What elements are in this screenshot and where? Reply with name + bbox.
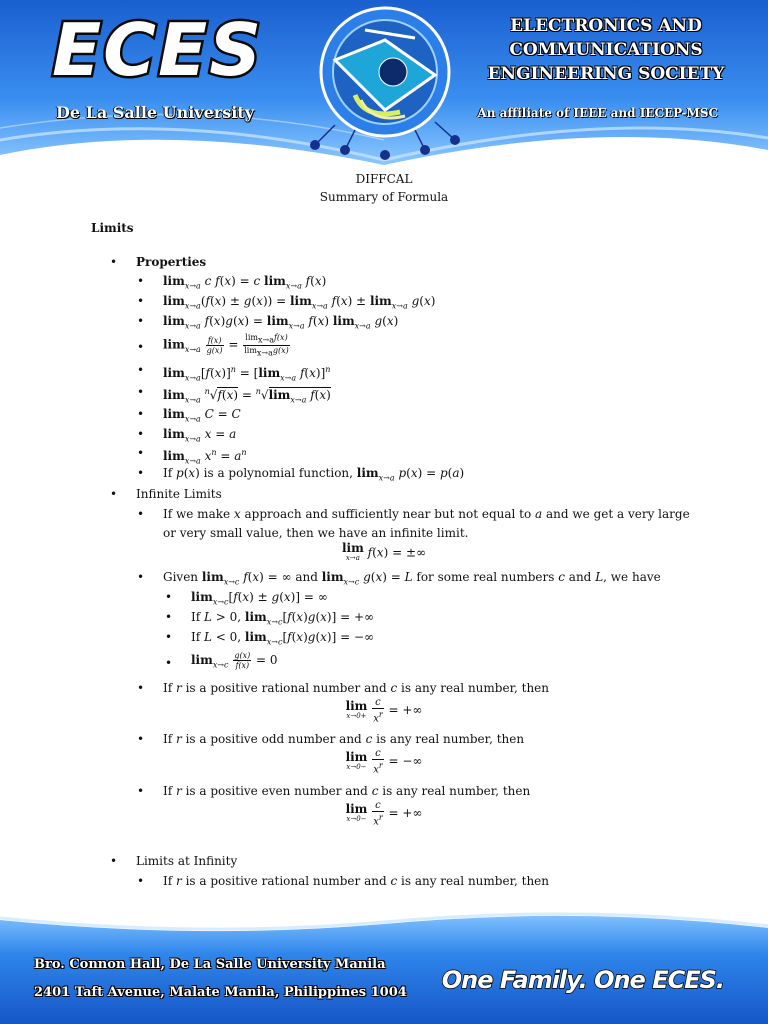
- at-infinity-rational-item: • If r is a positive rational number and c is any real number, then: [137, 874, 549, 888]
- infinite-limits-label: Infinite Limits: [136, 487, 222, 501]
- property-root: • $\lim_{x\to a} ^n√f(x) = ^n√\lim_{x\to a}$ f(x): [137, 385, 331, 405]
- document-subtitle: Summary of Formula: [319, 190, 449, 204]
- limits-at-infinity-label: Limits at Infinity: [136, 854, 238, 868]
- university-name: De La Salle University: [56, 103, 254, 122]
- given-sub-quotient: • $\lim_{x\to c}$ $\frac{g(x)}{f(x)}$ = 0: [165, 651, 278, 670]
- page-header: [0, 0, 768, 170]
- society-emblem: [305, 0, 465, 165]
- infinite-limit-equation: lim x→a f(x) = ±∞: [342, 541, 426, 562]
- odd-item: • If r is a positive odd number and c is any real number, then: [137, 732, 525, 746]
- property-power: • $\lim_{x\to a}[f(x)]^n = [\lim_{x\to a}$ f(x)]$^n$: [137, 363, 331, 383]
- section-properties: • Properties: [110, 255, 207, 269]
- property-identity: • $\lim_{x\to a} x = a$: [137, 427, 237, 444]
- society-line-2: COMMUNICATIONS: [509, 40, 703, 60]
- infinite-approach-item: • If we make x approach and sufficiently near but not equal to a and we get a very large: [137, 507, 690, 521]
- given-sub-positive: • If L > 0, $\lim_{x\to c}[f(x)g(x)]$ = +∞: [165, 610, 375, 627]
- even-limit-equation: lim x→0− $\frac{c}{x^r}$ = +∞: [345, 800, 423, 828]
- property-product: • $\lim_{x\to a} f(x)g(x) = \lim_{x\to a} f(x)$ $\lim_{x\to a} g(x)$: [137, 314, 399, 331]
- properties-label: Properties: [136, 255, 207, 269]
- given-sub-sum: • $\lim_{x\to c}[f(x) \pm g(x)]$ = ∞: [165, 590, 328, 607]
- property-polynomial: • If p(x) is a polynomial function, $\lim_{x\to a} p(x) = p(a)$: [137, 466, 465, 483]
- property-constant-multiple: • $\lim_{x\to a} c$ f(x) = c $\lim_{x\to a} f(x)$: [137, 274, 327, 291]
- slogan: One Family. One ECES.: [441, 966, 724, 994]
- section-infinite-limits: • Infinite Limits: [110, 487, 222, 501]
- address-line-2: 2401 Taft Avenue, Malate Manila, Philippines 1004: [34, 985, 407, 1000]
- property-sum: • $\lim_{x\to a}(f(x) \pm g(x)) = \lim_{x\to a} f(x) \pm \lim_{x\to a} g(x)$: [137, 294, 436, 311]
- infinite-approach-line-2: or very small value, then we have an infinite limit.: [163, 526, 469, 540]
- rational-limit-equation: lim x→0+ $\frac{c}{x^r}$ = +∞: [345, 697, 423, 725]
- page-footer: [0, 900, 768, 1024]
- section-limits-at-infinity: • Limits at Infinity: [110, 854, 238, 868]
- society-line-3: ENGINEERING SOCIETY: [487, 64, 725, 84]
- even-item: • If r is a positive even number and c is any real number, then: [137, 784, 531, 798]
- address-line-1: Bro. Connon Hall, De La Salle University Manila: [34, 957, 386, 972]
- property-power-x: • $\lim_{x\to a} x^n = a^n$: [137, 446, 247, 466]
- odd-limit-equation: lim x→0− $\frac{c}{x^r}$ = −∞: [345, 748, 423, 776]
- given-limits-item: • Given $\lim_{x\to c} f(x)$ = ∞ and $\lim_{x\to c} g(x) = L$ for some real numbers c and L, we have: [137, 570, 661, 587]
- rational-item: • If r is a positive rational number and c is any real number, then: [137, 681, 549, 695]
- course-title: DIFFCAL: [355, 172, 413, 186]
- affiliation-text: An affiliate of IEEE and IECEP-MSC: [477, 106, 718, 120]
- eces-logo: ECES: [52, 8, 264, 92]
- property-constant: • $\lim_{x\to a} C = C$: [137, 407, 241, 424]
- property-quotient: • $\lim_{x\to a}$ $\frac{f(x)}{g(x)}$ = $\frac{\lim_{x\to a}f(x)}{\lim_{x\to a}g(x)}$: [137, 333, 289, 358]
- society-line-1: ELECTRONICS AND: [510, 16, 702, 36]
- given-sub-negative: • If L < 0, $\lim_{x\to c}[f(x)g(x)]$ = −∞: [165, 630, 375, 647]
- section-limits: Limits: [91, 221, 134, 235]
- society-name: [486, 14, 726, 86]
